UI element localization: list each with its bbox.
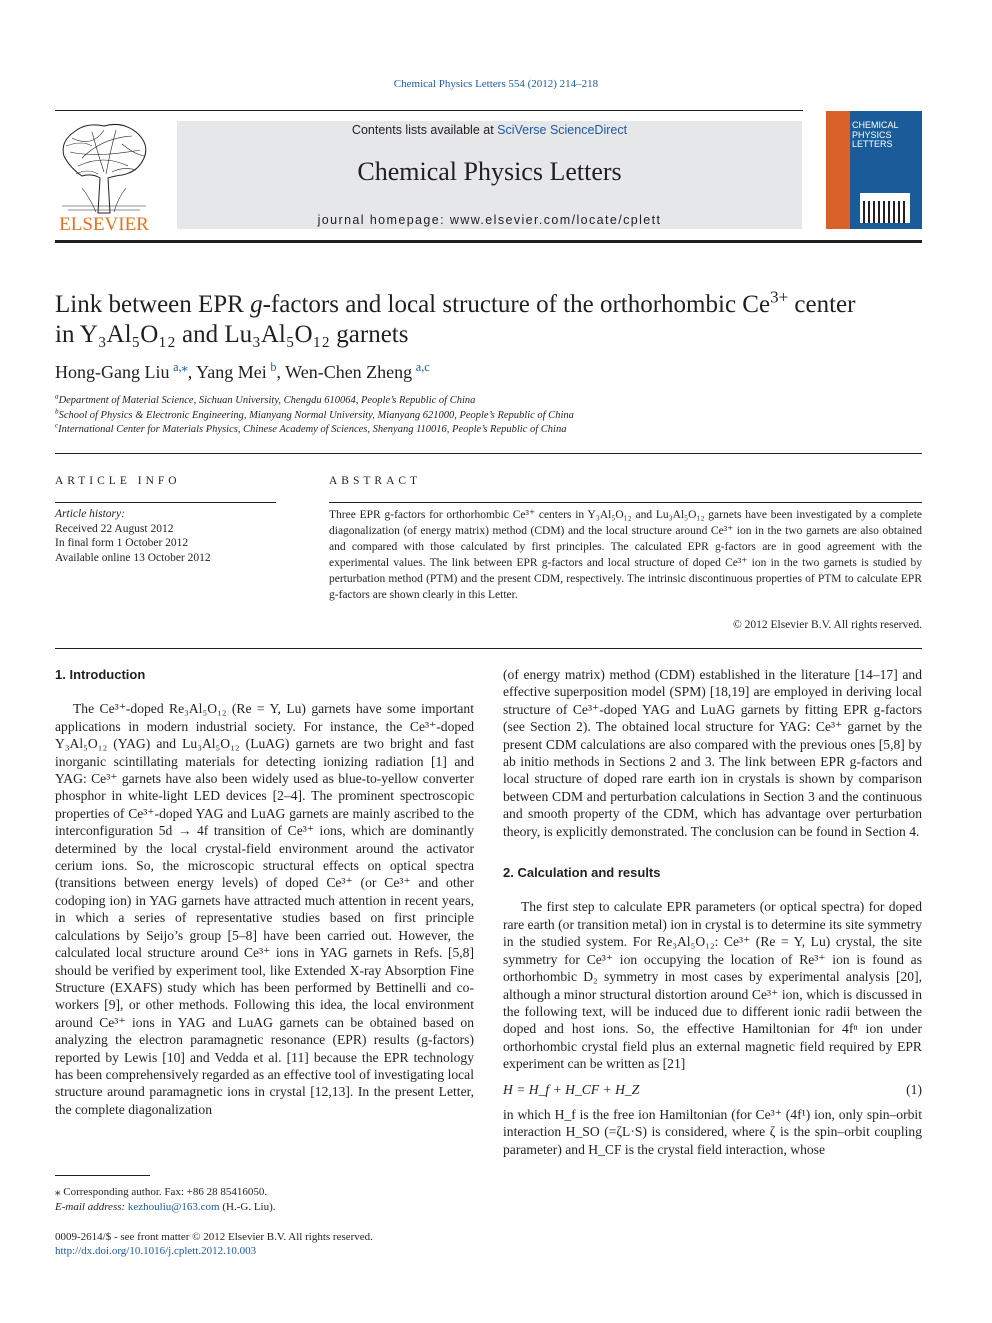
equation-number: (1) xyxy=(906,1081,922,1097)
affiliation: $^a$Department of Material Science, Sichuan University, Chengdu 610064, People’s Republic of China xyxy=(55,392,476,406)
footnotes xyxy=(55,1185,276,1215)
sciencedirect-link[interactable]: SciVerse ScienceDirect xyxy=(497,123,628,137)
abstract-rule xyxy=(329,502,922,503)
email-note: E-mail address: kezhouliu@163.com (H.-G. Liu). xyxy=(55,1201,276,1213)
abstract-heading: ABSTRACT xyxy=(329,475,422,487)
section-paragraph: The first step to calculate EPR parameters (or optical spectra) for doped rare earth (or transition metal) ion in crystal is to determine its site symmetry in the studied system. For Re₃Al₅O₁₂: Ce³⁺ (Re = Y, Lu) crystal, the site symmetry for Ce³⁺ ion occupying the location of Re³⁺ ion is found as orthorhombic D₂ symmetry in most cases by experimental analysis [20], although a minor structural distortion around Ce³⁺ ion, which is discussed in the following text, will be induced due to different ionic radii between the doped and host ions. So, the effective Hamiltonian for 4fⁿ ion under orthorhombic crystal field plus an external magnetic field required by EPR experiment can be written as [21] xyxy=(503,899,922,1072)
footnote-rule xyxy=(55,1175,150,1176)
journal-citation[interactable]: Chemical Physics Letters 554 (2012) 214–218 xyxy=(393,78,599,90)
author-affiliation-mark[interactable]: a,⁎ xyxy=(173,360,188,374)
journal-title: Chemical Physics Letters xyxy=(357,157,622,186)
doi-link[interactable]: http://dx.doi.org/10.1016/j.cplett.2012.10.003 xyxy=(55,1245,257,1257)
article-info-heading: ARTICLE INFO xyxy=(55,475,181,487)
paper-title: Link between EPR g-factors and local structure of the orthorhombic $Ce^{3+}$ center in Y₃Al₅O₁₂ and Lu₃Al₅O₁₂ garnets xyxy=(55,287,856,348)
journal-homepage[interactable]: journal homepage: www.elsevier.com/locate/cplett xyxy=(317,213,662,227)
svg-text:ELSEVIER: ELSEVIER xyxy=(59,214,149,234)
contents-prefix: Contents lists available at xyxy=(351,123,498,137)
body-column-left xyxy=(55,666,474,1118)
cover-title-line: CHEMICAL xyxy=(852,120,899,130)
history-online: Available online 13 October 2012 xyxy=(55,551,211,564)
abstract-rule-bottom xyxy=(55,648,922,649)
affiliation: $^b$School of Physics & Electronic Engineering, Mianyang Normal University, Mianyang 621000, People’s Republic of China xyxy=(55,407,574,421)
author-list: Hong-Gang Liu $^{a,⁎}$, Yang Mei $^b$, Wen-Chen Zheng $^{a,c}$ xyxy=(55,360,430,382)
affiliation: $^c$International Center for Materials Physics, Chinese Academy of Sciences, Shenyang 110016, People’s Republic of China xyxy=(55,421,567,435)
top-rule xyxy=(55,110,803,111)
contents-line xyxy=(177,123,802,137)
journal-cover xyxy=(826,111,922,229)
cover-title-line: PHYSICS xyxy=(852,129,892,140)
equation-body: H = H_f + H_CF + H_Z xyxy=(503,1081,640,1097)
journal-banner xyxy=(177,121,802,229)
section-heading: 1. Introduction xyxy=(55,667,146,682)
email-link[interactable]: kezhouliu@163.com xyxy=(127,1201,220,1213)
section-paragraph: in which H_f is the free ion Hamiltonian (for Ce³⁺ (4f¹) ion, only spin–orbit interaction H_SO (=ζL·S) is considered, where ζ is the spin–orbit coupling parameter) and H_CF is the crystal field interaction, whose xyxy=(503,1106,922,1157)
article-history xyxy=(55,507,211,565)
section-heading: 2. Calculation and results xyxy=(503,865,661,881)
author-name: Hong-Gang Liu xyxy=(55,362,170,382)
equation xyxy=(503,1081,922,1098)
abstract-text: Three EPR g-factors for orthorhombic Ce³⁺ centers in Y₃Al₅O₁₂ and Lu₃Al₅O₁₂ garnets have been investigated by a complete diagonalization (of energy matrix) method (CDM) and the local structure around Ce³⁺ ion in the two garnets are also obtained and compared with those calculated by first principles. The calculated EPR g-factors are in good agreement with the experimental values. The link between EPR g-factors and local structure of doped Ce³⁺ ion in the two garnets is studied by perturbation method (PTM) and the present CDM, respectively. The intrinsic discontinuous properties of PTM to calculate EPR g-factors are shown clearly in this Letter. xyxy=(329,509,922,601)
cover-title-line: LETTERS xyxy=(852,139,893,149)
abstract-copyright: © 2012 Elsevier B.V. All rights reserved. xyxy=(733,619,922,631)
history-label: Article history: xyxy=(55,508,125,520)
history-final-form: In final form 1 October 2012 xyxy=(55,537,189,549)
cover-image xyxy=(860,193,910,223)
article-info-rule xyxy=(55,502,276,503)
author-name: Wen-Chen Zheng xyxy=(285,362,413,382)
masthead-rule xyxy=(55,240,922,243)
author-affiliation-mark[interactable]: a,c xyxy=(415,360,430,374)
history-received: Received 22 August 2012 xyxy=(55,522,174,535)
affiliation-rule xyxy=(55,453,922,454)
author-affiliation-mark[interactable]: b xyxy=(270,360,277,374)
section-paragraph: (of energy matrix) method (CDM) established in the literature [14–17] and effective superposition model (SPM) [18,19] are employed in deriving local structure of Ce³⁺-doped YAG and LuAG garnets by fitting EPR g-factors (see Section 2). The obtained local structure for YAG: Ce³⁺ garnet by the present CDM calculations are also compared with the previous ones [5,8] by ab initio methods in Sections 2 and 3. The link between EPR g-factors and local structure of doped rare earth ion in crystals is shown by comparison between CDM and perturbation calculations in Section 3 and the continuous and smooth property of the CDM, which has advantage over perturbation theory, is explicitly demonstrated. The conclusion can be found in Section 4. xyxy=(503,667,922,839)
elsevier-logo xyxy=(52,118,156,234)
author-name: Yang Mei xyxy=(196,362,267,382)
elsevier-tree-icon xyxy=(52,118,156,234)
bottom-matter xyxy=(55,1230,373,1258)
body-column-right xyxy=(503,666,922,1158)
section-paragraph: The Ce³⁺-doped Re₃Al₅O₁₂ (Re = Y, Lu) garnets have some important applications in modern industrial society. For instance, the Ce³⁺-doped Y₃Al₅O₁₂ (YAG) and Lu₃Al₅O₁₂ (LuAG) garnets are two bright and fast inorganic scintillating materials for detecting ionizing radiation [1] and YAG: Ce³⁺ garnets have also been widely used as blue-to-yellow converter phosphor in white-light LED devices [2–4]. The prominent spectroscopic properties of Ce³⁺-doped YAG and LuAG garnets are mainly ascribed to the interconfiguration 5d → 4f transition of Ce³⁺ ions, which are dominantly determined by the local crystal-field environment around the activator cerium ions. So, the microscopic structural effects on optical spectra (transitions between energy levels) of doped Ce³⁺ (or Ce³⁺ and other codoping ion) in YAG garnets have attracted much attention in recent years, in which a series of representative studies based on first principle calculations by Seijo’s group [5–8] have been carried out. However, the calculated local structure around Ce³⁺ ions in YAG garnets in Refs. [5,8] should be verified by experiment tool, like Extended X-ray Absorption Fine Structure (EXAFS) study which has been performed by Bettinelli and co-workers [9], or other methods. Following this idea, the local environment around Ce³⁺ ions in YAG and LuAG garnets can be obtained based on analyzing the electron paramagnetic resonance (EPR) results (g-factors) reported by Lewis [10] and Vedda et al. [11] because the EPR technology has been comprehensively regarded as an effective tool of investigating local structure around paramagnetic ions in crystal [12,13]. In the present Letter, the complete diagonalization xyxy=(55,701,474,1117)
issn-line: 0009-2614/$ - see front matter © 2012 Elsevier B.V. All rights reserved. xyxy=(55,1231,373,1243)
corresponding-author-note: ⁎ Corresponding author. Fax: +86 28 85416050. xyxy=(55,1186,268,1198)
